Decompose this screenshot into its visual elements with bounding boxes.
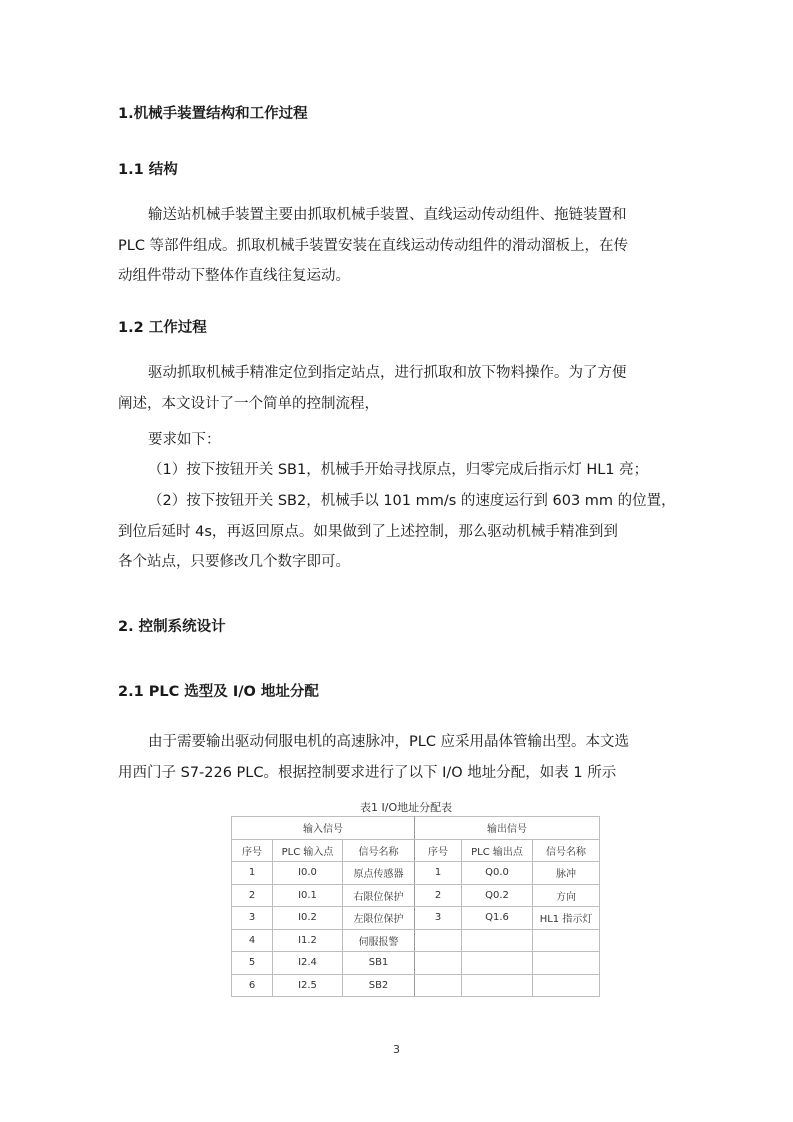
table-row	[232, 862, 600, 885]
output-signal-header: 输出信号	[415, 817, 600, 840]
table-cell: I0.0	[273, 862, 343, 885]
paragraph-line: 阐述，本文设计了一个简单的控制流程，	[118, 396, 379, 412]
column-header: PLC 输入点	[273, 839, 343, 862]
column-header: 序号	[232, 839, 273, 862]
section-1-heading: 1.机械手装置结构和工作过程	[118, 106, 308, 122]
column-header: 序号	[415, 839, 462, 862]
paragraph-line: 输送站机械手装置主要由抓取机械手装置、直线运动传动组件、拖链装置和	[148, 207, 627, 223]
section-2-heading: 2. 控制系统设计	[118, 619, 226, 635]
table-cell: I2.4	[273, 952, 343, 975]
list-item: （2）按下按钮开关 SB2，机械手以 101 mm/s 的速度运行到 603 mm 的位置，	[148, 493, 676, 509]
table-cell: I2.5	[273, 974, 343, 997]
table-cell: 1	[232, 862, 273, 885]
table-cell	[415, 929, 462, 952]
table-cell: 左限位保护	[343, 907, 415, 930]
table-cell: 方向	[533, 884, 600, 907]
section-1-2-heading: 1.2 工作过程	[118, 320, 207, 336]
paragraph-line: 用西门子 S7-226 PLC。根据控制要求进行了以下 I/O 地址分配，如表 1 所示	[118, 765, 617, 781]
section-2-1-heading: 2.1 PLC 选型及 I/O 地址分配	[118, 684, 319, 700]
table-cell: 1	[415, 862, 462, 885]
table-row	[232, 907, 600, 930]
table-cell: I1.2	[273, 929, 343, 952]
table-cell	[533, 974, 600, 997]
paragraph-line: 要求如下：	[148, 432, 221, 448]
list-item: （1）按下按钮开关 SB1，机械手开始寻找原点，归零完成后指示灯 HL1 亮；	[148, 462, 649, 478]
table-row	[232, 952, 600, 975]
table-cell: 6	[232, 974, 273, 997]
table-row	[232, 929, 600, 952]
table-cell: Q0.2	[462, 884, 533, 907]
table-cell	[533, 929, 600, 952]
paragraph-line: 各个站点，只要修改几个数字即可。	[118, 554, 350, 570]
table-cell: 脉冲	[533, 862, 600, 885]
table-cell: 5	[232, 952, 273, 975]
table-cell: Q0.0	[462, 862, 533, 885]
section-1-1-heading: 1.1 结构	[118, 162, 178, 178]
column-header: 信号名称	[343, 839, 415, 862]
paragraph-line: PLC 等部件组成。抓取机械手装置安装在直线运动传动组件的滑动溜板上，在传	[118, 238, 629, 254]
table-cell: 2	[415, 884, 462, 907]
table-cell	[462, 974, 533, 997]
column-header: 信号名称	[533, 839, 600, 862]
table-cell: I0.1	[273, 884, 343, 907]
table-cell: 3	[415, 907, 462, 930]
table-cell: 4	[232, 929, 273, 952]
paragraph-line: 驱动抓取机械手精准定位到指定站点，进行抓取和放下物料操作。为了方便	[148, 365, 627, 381]
paragraph-line: 由于需要输出驱动伺服电机的高速脉冲，PLC 应采用晶体管输出型。本文选	[148, 734, 630, 750]
table-cell: 2	[232, 884, 273, 907]
table-group-header-row	[232, 817, 600, 840]
table-cell	[415, 952, 462, 975]
table-cell	[415, 974, 462, 997]
table-cell: 伺服报警	[343, 929, 415, 952]
column-header: PLC 输出点	[462, 839, 533, 862]
table-cell: Q1.6	[462, 907, 533, 930]
table-cell: SB2	[343, 974, 415, 997]
io-address-table	[231, 816, 600, 997]
table-cell: I0.2	[273, 907, 343, 930]
paragraph-line: 动组件带动下整体作直线往复运动。	[118, 268, 350, 284]
table-cell: 原点传感器	[343, 862, 415, 885]
table-cell	[462, 952, 533, 975]
table-cell	[533, 952, 600, 975]
table-cell: HL1 指示灯	[533, 907, 600, 930]
table-cell: SB1	[343, 952, 415, 975]
table-cell	[462, 929, 533, 952]
table-row	[232, 884, 600, 907]
table-caption: 表1 I/O地址分配表	[360, 801, 453, 814]
input-signal-header: 输入信号	[232, 817, 415, 840]
table-cell: 右限位保护	[343, 884, 415, 907]
table-cell: 3	[232, 907, 273, 930]
table-row	[232, 974, 600, 997]
paragraph-line: 到位后延时 4s，再返回原点。如果做到了上述控制，那么驱动机械手精准到到	[118, 524, 618, 540]
table-column-header-row	[232, 839, 600, 862]
page-number: 3	[393, 1043, 400, 1056]
